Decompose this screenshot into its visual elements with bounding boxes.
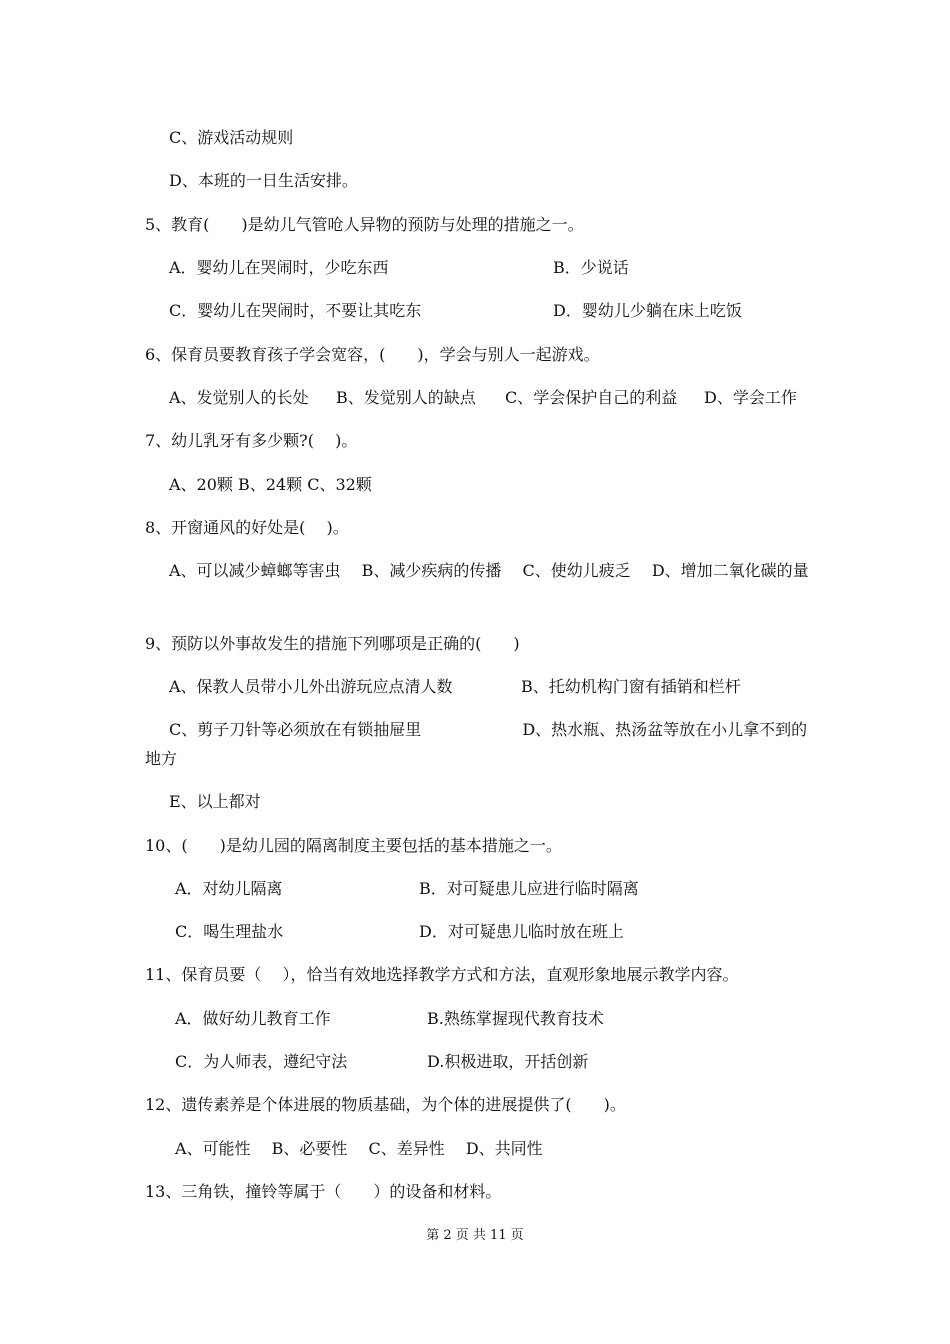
q4-option-c: C、游戏活动规则 bbox=[169, 128, 294, 147]
q4-option-d: D、本班的一日生活安排。 bbox=[169, 171, 358, 190]
q9-option-a: A、保教人员带小儿外出游玩应点清人数 bbox=[169, 677, 453, 696]
q8-stem: 8、开窗通风的好处是( )。 bbox=[145, 518, 349, 537]
q9-option-cd: C、剪子刀针等必须放在有锁抽屉里 D、热水瓶、热汤盆等放在小儿拿不到的地方 bbox=[145, 720, 808, 768]
q6-option-a: A、发觉别人的长处 bbox=[169, 388, 309, 407]
q5-option-a: A．婴幼儿在哭闹时，少吃东西 bbox=[169, 258, 389, 277]
q5-option-c: C．婴幼儿在哭闹时，不要让其吃东 bbox=[169, 301, 422, 320]
q11-option-d: D.积极进取，开括创新 bbox=[427, 1052, 589, 1071]
q11-option-b: B.熟练掌握现代教育技术 bbox=[427, 1009, 604, 1028]
q6-option-c: C、学会保护自己的利益 bbox=[505, 388, 678, 407]
q9-option-b: B、托幼机构门窗有插销和栏杆 bbox=[521, 677, 741, 696]
q6-option-d: D、学会工作 bbox=[704, 388, 797, 407]
q6-option-b: B、发觉别人的缺点 bbox=[336, 388, 476, 407]
q12-options: A、可能性 B、必要性 C、差异性 D、共同性 bbox=[175, 1139, 543, 1158]
q10-stem: 10、( )是幼儿园的隔离制度主要包括的基本措施之一。 bbox=[145, 836, 562, 855]
q12-stem: 12、遗传素养是个体进展的物质基础，为个体的进展提供了( )。 bbox=[145, 1095, 626, 1114]
q10-option-b: B．对可疑患儿应进行临时隔离 bbox=[419, 879, 639, 898]
q11-stem: 11、保育员要（ ），恰当有效地选择教学方式和方法，直观形象地展示教学内容。 bbox=[145, 965, 739, 984]
q5-option-d: D．婴幼儿少躺在床上吃饭 bbox=[553, 301, 742, 320]
q7-stem: 7、幼儿乳牙有多少颗?( )。 bbox=[145, 431, 358, 450]
q10-option-a: A．对幼儿隔离 bbox=[175, 879, 283, 898]
q13-stem: 13、三角铁，撞铃等属于（ ）的设备和材料。 bbox=[145, 1182, 502, 1201]
q6-stem: 6、保育员要教育孩子学会宽容，( )，学会与别人一起游戏。 bbox=[145, 345, 600, 364]
q9-option-e: E、以上都对 bbox=[169, 792, 261, 811]
q11-option-a: A．做好幼儿教育工作 bbox=[175, 1009, 331, 1028]
q5-option-b: B．少说话 bbox=[553, 258, 629, 277]
q11-option-c: C．为人师表，遵纪守法 bbox=[175, 1052, 348, 1071]
q8-options: A、可以减少蟑螂等害虫 B、减少疾病的传播 C、使幼儿疲乏 D、增加二氧化碳的量 bbox=[169, 561, 809, 580]
q7-options: A、20颗 B、24颗 C、32颗 bbox=[169, 475, 372, 494]
q9-stem: 9、预防以外事故发生的措施下列哪项是正确的( ) bbox=[145, 634, 520, 653]
page-footer: 第 2 页 共 11 页 bbox=[426, 1228, 524, 1243]
q10-option-d: D．对可疑患儿临时放在班上 bbox=[419, 922, 624, 941]
q5-stem: 5、教育( )是幼儿气管呛人异物的预防与处理的措施之一。 bbox=[145, 215, 584, 234]
q10-option-c: C．喝生理盐水 bbox=[175, 922, 284, 941]
